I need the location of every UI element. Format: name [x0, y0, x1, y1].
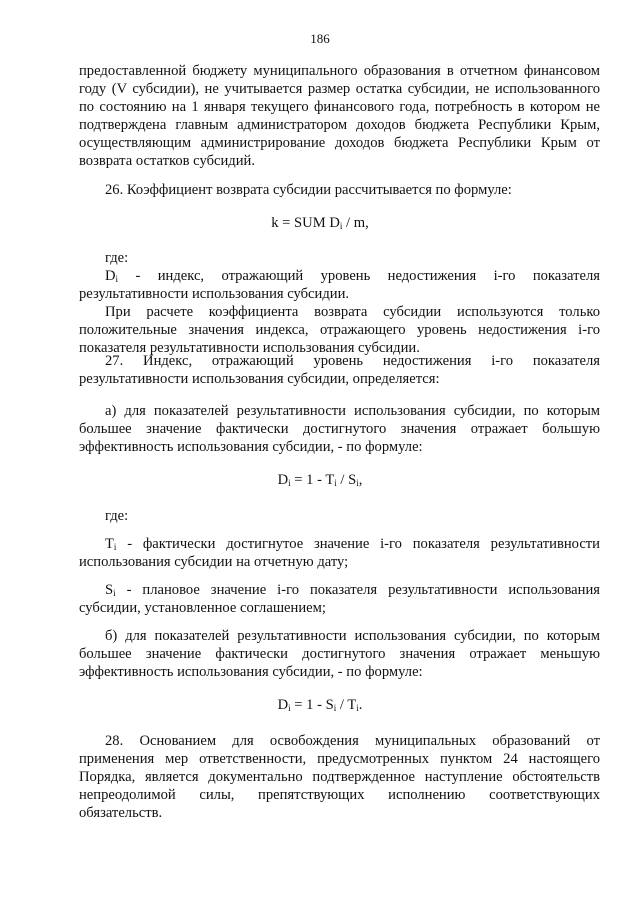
- text-line: году (V субсидии), не учитывается размер остатка субсидии, не использованного: [79, 81, 600, 97]
- text-line: использования субсидии на отчетную дату;: [79, 554, 349, 570]
- page-number: 186: [310, 31, 330, 46]
- paragraph-26: [79, 181, 600, 199]
- text-line: большее значение фактически достигнутого значения отражает меньшую: [79, 646, 600, 662]
- symbol-subscript: i: [113, 588, 116, 598]
- formula-text: / S: [336, 472, 357, 488]
- formula-subscript: i: [334, 478, 337, 488]
- definition-text: - индекс, отражающий уровень недостижения i-го показателя: [118, 268, 600, 284]
- text-line: [79, 267, 600, 285]
- text-line: Порядка, является документально подтвержденное наступление обстоятельств: [79, 769, 600, 785]
- text-line: непреодолимой силы, препятствующих исполнению соответствующих: [79, 787, 600, 803]
- formula-text: / m,: [342, 215, 369, 231]
- formula-text: D: [277, 472, 289, 488]
- where-1: [79, 249, 600, 267]
- formula-di-b: [0, 696, 640, 714]
- intro-paragraph: [79, 62, 600, 170]
- text-line: где:: [105, 250, 129, 266]
- positive-values-note: [79, 303, 600, 357]
- formula-subscript: i: [333, 703, 337, 713]
- text-line: осуществляющим администрирование доходов бюджета Республики Крым от: [79, 135, 600, 151]
- text-line: 26. Коэффициент возврата субсидии рассчитывается по формуле:: [105, 182, 512, 198]
- text-line: предоставленной бюджету муниципального образования в отчетном финансовом: [79, 63, 600, 79]
- text-line: При расчете коэффициента возврата субсидии используются только: [105, 304, 600, 320]
- symbol-subscript: i: [113, 542, 117, 552]
- formula-subscript: i: [356, 478, 359, 488]
- formula-text: k = SUM D: [271, 215, 340, 231]
- formula-k: [0, 214, 640, 232]
- text-line: где:: [105, 508, 129, 524]
- paragraph-28: [79, 732, 600, 822]
- symbol-subscript: i: [115, 274, 119, 284]
- text-line: эффективность использования субсидии, - по формуле:: [79, 664, 423, 680]
- text-line: 28. Основанием для освобождения муниципальных образований от: [105, 733, 600, 749]
- text-line: субсидии, установленное соглашением;: [79, 600, 326, 616]
- definition-text: - плановое значение i-го показателя результативности использования: [115, 582, 600, 598]
- where-2: [79, 507, 600, 525]
- text-line: возврата остатков субсидий.: [79, 153, 255, 169]
- item-a: [79, 402, 600, 456]
- text-line: эффективность использования субсидии, - по формуле:: [79, 439, 423, 455]
- item-b: [79, 627, 600, 681]
- formula-text: ,: [358, 472, 363, 488]
- formula-text: .: [358, 697, 363, 713]
- symbol: S: [105, 582, 114, 598]
- formula-text: = 1 - T: [290, 472, 335, 488]
- formula-text: D: [277, 697, 289, 713]
- si-definition: [79, 581, 600, 617]
- text-line: 27. Индекс, отражающий уровень недостижения i-го показателя: [105, 353, 600, 369]
- formula-subscript: i: [288, 478, 291, 488]
- text-line: по состоянию на 1 января текущего финансового года, потребность в котором не: [79, 99, 600, 115]
- text-line: показателя результативности использования субсидии.: [79, 340, 420, 356]
- text-line: результативности использования субсидии, определяется:: [79, 371, 440, 387]
- text-line: б) для показателей результативности использования субсидии, по которым: [105, 628, 600, 644]
- formula-di-a: [0, 471, 640, 489]
- text-line: большее значение фактически достигнутого значения отражает большую: [79, 421, 600, 437]
- symbol: D: [105, 268, 116, 284]
- di-definition: [79, 267, 600, 303]
- text-line: а) для показателей результативности использования субсидии, по которым: [105, 403, 600, 419]
- text-line: результативности использования субсидии.: [79, 286, 350, 302]
- formula-subscript: i: [339, 221, 343, 231]
- text-line: положительные значения индекса, отражающего уровень недостижения i-го: [79, 322, 600, 338]
- text-line: [79, 581, 600, 599]
- text-line: [79, 535, 600, 553]
- symbol: T: [105, 536, 114, 552]
- formula-subscript: i: [356, 703, 359, 713]
- definition-text: - фактически достигнутое значение i-го показателя результативности: [116, 536, 600, 552]
- text-line: подтверждена главным администратором доходов бюджета Республики Крым,: [79, 117, 600, 133]
- formula-text: / T: [336, 697, 357, 713]
- ti-definition: [79, 535, 600, 571]
- text-line: обязательств.: [79, 805, 163, 821]
- text-line: применения мер ответственности, предусмотренных пунктом 24 настоящего: [79, 751, 600, 767]
- formula-subscript: i: [288, 703, 291, 713]
- paragraph-27: [79, 352, 600, 388]
- formula-text: = 1 - S: [290, 697, 334, 713]
